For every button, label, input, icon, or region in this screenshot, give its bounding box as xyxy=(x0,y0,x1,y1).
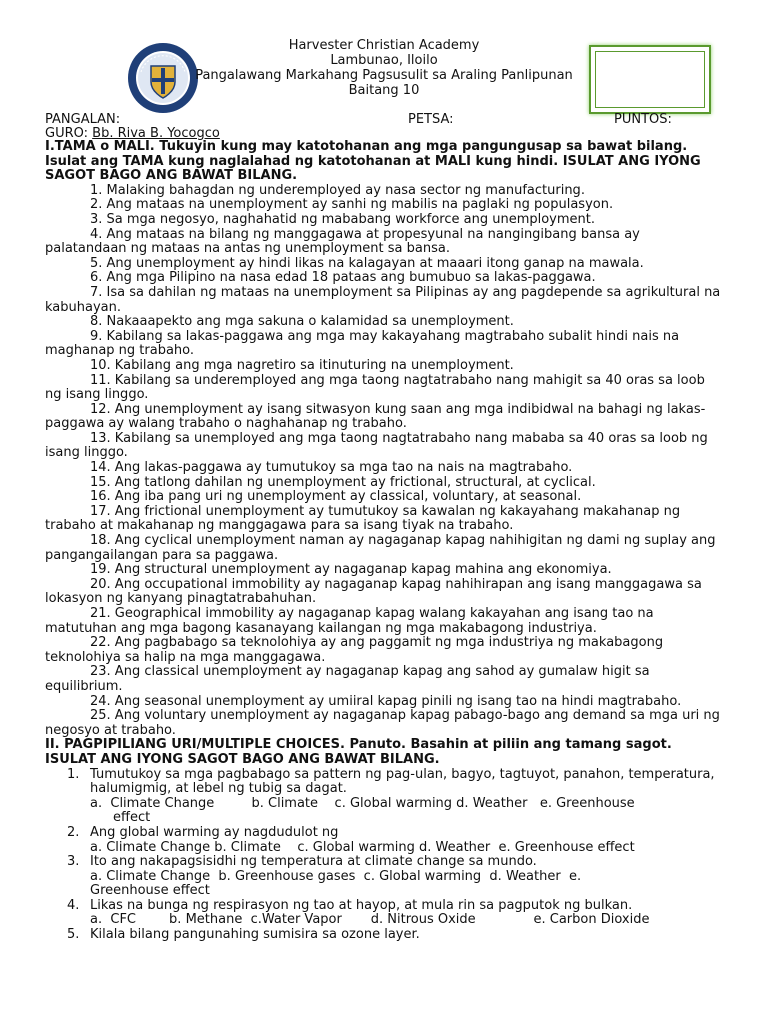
question-number: 1. xyxy=(67,766,80,782)
true-false-item: 13. Kabilang sa unemployed ang mga taong nagtatrabaho nang mababa sa 40 oras sa loob ng isang linggo. xyxy=(45,430,708,461)
question-text: Ang global warming ay nagdudulot ng xyxy=(90,824,339,840)
true-false-item: 22. Ang pagbabago sa teknolohiya ay ang paggamit ng mga industriya ng makabagong teknolohiya sa halip na mga manggagawa. xyxy=(45,635,664,665)
true-false-item: 5. Ang unemployment ay hindi likas na kalagayan at maaari itong ganap na mawala. xyxy=(90,255,644,271)
true-false-item: 18. Ang cyclical unemployment naman ay nagaganap kapag nahihigitan ng dami ng suplay ang pangangailangan para sa paggawa. xyxy=(45,533,716,563)
question-number: 2. xyxy=(67,824,80,840)
school-name: Harvester Christian Academy xyxy=(288,38,480,53)
grade-level: Baitang 10 xyxy=(348,83,420,98)
multiple-choice-list xyxy=(45,768,725,943)
question-number: 3. xyxy=(67,854,80,870)
question-text: Likas na bunga ng respirasyon ng tao at hayop, at mula rin sa pagputok ng bulkan. xyxy=(90,897,633,913)
question-options-continued: Greenhouse effect xyxy=(90,883,210,899)
true-false-item: 7. Isa sa dahilan ng mataas na unemployment sa Pilipinas ay ang pagdepende sa agrikultural na kabuhayan. xyxy=(45,284,721,315)
school-location: Lambunao, Iloilo xyxy=(330,53,438,68)
question-text: Ito ang nakapagsisidhi ng temperatura at climate change sa mundo. xyxy=(90,854,537,870)
true-false-item: 14. Ang lakas-paggawa ay tumutukoy sa mga tao na nais na magtrabaho. xyxy=(90,460,573,476)
true-false-list xyxy=(45,184,725,739)
name-label: PANGALAN: xyxy=(45,112,121,127)
date-label: PETSA: xyxy=(408,112,454,127)
exam-body xyxy=(45,140,725,943)
multiple-choice-question xyxy=(45,768,725,826)
true-false-item: 4. Ang mataas na bilang ng manggagawa at propesyunal na nangingibang bansa ay palatandaan ng mataas na antas ng unemployment sa bansa. xyxy=(45,226,640,257)
true-false-item: 15. Ang tatlong dahilan ng unemployment ay frictional, structural, at cyclical. xyxy=(90,474,596,490)
part1-instructions: I.TAMA o MALI. Tukuyin kung may katotohanan ang mga pangungusap sa bawat bilang. Isulat ang TAMA kung naglalahad ng katotohanan at MALI kung hindi. ISULAT ANG IYONG SAGOT BAGO ANG BAWAT BILANG. xyxy=(45,139,701,184)
question-options: a. Climate Change b. Climate c. Global warming d. Weather e. Greenhouse xyxy=(90,795,635,811)
question-options-continued: effect xyxy=(113,810,151,826)
true-false-item: 10. Kabilang ang mga nagretiro sa itinuturing na unemployment. xyxy=(90,357,514,373)
question-options: a. Climate Change b. Greenhouse gases c. Global warming d. Weather e. xyxy=(90,868,582,884)
true-false-item: 20. Ang occupational immobility ay nagaganap kapag nahihirapan ang isang manggagawa sa lokasyon ng kanyang pinagtatrabahuhan. xyxy=(45,576,702,607)
true-false-item: 9. Kabilang sa lakas-paggawa ang mga may kakayahang magtrabaho subalit hindi nais na maghanap ng trabaho. xyxy=(45,328,680,359)
question-options: a. Climate Change b. Climate c. Global warming d. Weather e. Greenhouse effect xyxy=(90,839,635,855)
part2-instructions: II. PAGPIPILIANG URI/MULTIPLE CHOICES. Panuto. Basahin at piliin ang tamang sagot. ISULAT ANG IYONG SAGOT BAGO ANG BAWAT BILANG. xyxy=(45,737,672,767)
true-false-item: 21. Geographical immobility ay nagaganap kapag walang kakayahan ang isang tao na matutuhan ang mga bagong kasanayang kailangan ng mga makabagong industriya. xyxy=(45,606,654,636)
score-box xyxy=(589,45,711,114)
true-false-item: 12. Ang unemployment ay isang sitwasyon kung saan ang mga indibidwal na bahagi ng lakas-paggawa ay walang trabaho o naghahanap ng trabaho. xyxy=(45,401,706,432)
multiple-choice-question xyxy=(45,899,725,928)
true-false-item: 19. Ang structural unemployment ay nagaganap kapag mahina ang ekonomiya. xyxy=(90,562,612,578)
true-false-item: 24. Ang seasonal unemployment ay umiiral kapag pinili ng isang tao na hindi magtrabaho. xyxy=(90,693,682,709)
question-text: Tumutukoy sa mga pagbabago sa pattern ng pag-ulan, bagyo, tagtuyot, panahon, temperatura, halumigmig, at lebel ng tubig sa dagat. xyxy=(90,766,715,797)
teacher-label: GURO: xyxy=(45,126,89,141)
true-false-item: 17. Ang frictional unemployment ay tumutukoy sa kawalan ng kakayahang makahanap ng trabaho at makahanap ng manggagawa para sa isang tiyak na trabaho. xyxy=(45,503,681,534)
exam-title: Pangalawang Markahang Pagsusulit sa Araling Panlipunan xyxy=(195,68,573,83)
multiple-choice-question xyxy=(45,855,725,899)
true-false-item: 23. Ang classical unemployment ay nagaganap kapag ang sahod ay gumalaw higit sa equilibrium. xyxy=(45,664,650,694)
question-text: Kilala bilang pangunahing sumisira sa ozone layer. xyxy=(90,927,420,943)
true-false-item: 3. Sa mga negosyo, naghahatid ng mababang workforce ang unemployment. xyxy=(90,211,596,227)
multiple-choice-question xyxy=(45,928,725,943)
true-false-item: 11. Kabilang sa underemployed ang mga taong nagtatrabaho nang mahigit sa 40 oras sa loob ng isang linggo. xyxy=(45,372,705,403)
multiple-choice-question xyxy=(45,826,725,855)
question-number: 5. xyxy=(67,927,80,943)
true-false-item: 25. Ang voluntary unemployment ay nagaganap kapag pabago-bago ang demand sa mga uri ng negosyo at trabaho. xyxy=(45,708,720,738)
true-false-item: 2. Ang mataas na unemployment ay sanhi ng mabilis na paglaki ng populasyon. xyxy=(90,197,614,213)
true-false-item: 1. Malaking bahagdan ng underemployed ay nasa sector ng manufacturing. xyxy=(90,182,585,198)
true-false-item: 8. Nakaaapekto ang mga sakuna o kalamidad sa unemployment. xyxy=(90,314,514,330)
true-false-item: 6. Ang mga Pilipino na nasa edad 18 pataas ang bumubuo sa lakas-paggawa. xyxy=(90,270,596,286)
true-false-item: 16. Ang iba pang uri ng unemployment ay classical, voluntary, at seasonal. xyxy=(90,489,582,505)
teacher-name: Bb. Riva B. Yocogco xyxy=(92,126,220,141)
question-number: 4. xyxy=(67,897,80,913)
score-label: PUNTOS: xyxy=(614,112,672,127)
question-options: a. CFC b. Methane c.Water Vapor d. Nitrous Oxide e. Carbon Dioxide xyxy=(90,912,650,928)
